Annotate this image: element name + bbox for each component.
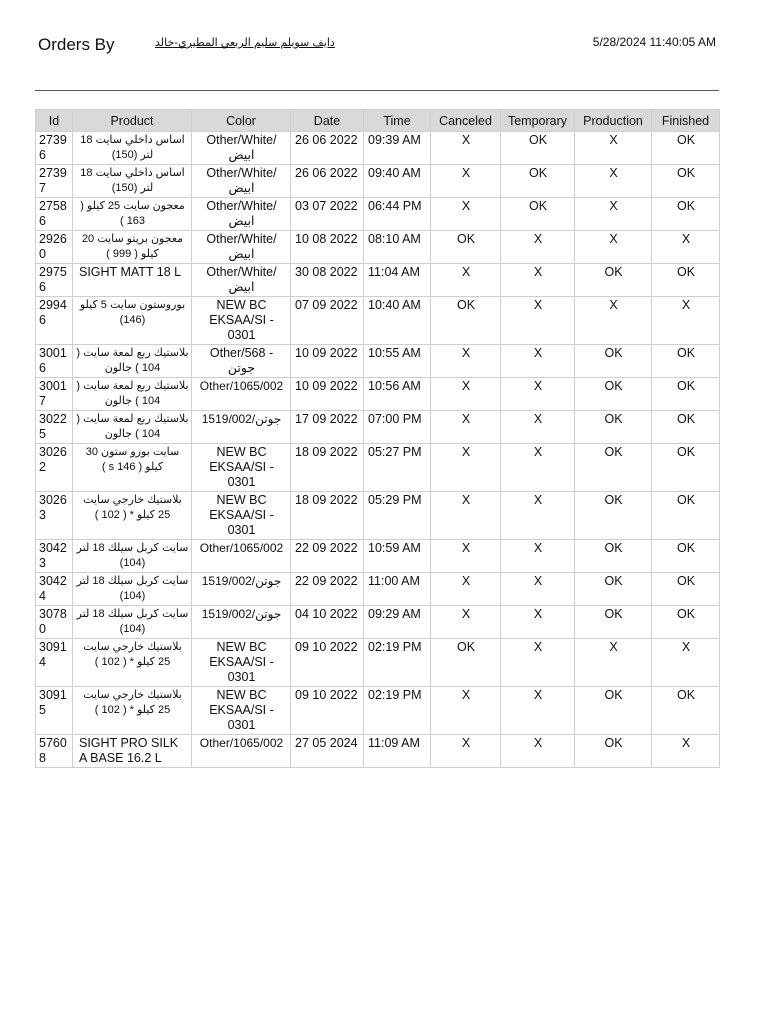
cell-id: 30423 bbox=[36, 540, 73, 573]
cell-canceled: X bbox=[431, 444, 501, 492]
product-name: معجون سايت 25 كيلو ( 163 ) bbox=[80, 200, 185, 227]
cell-canceled: X bbox=[431, 411, 501, 444]
cell-finished: OK bbox=[652, 444, 720, 492]
table-row bbox=[36, 297, 720, 345]
cell-id: 30016 bbox=[36, 345, 73, 378]
table-row bbox=[36, 411, 720, 444]
cell-product bbox=[73, 378, 192, 411]
product-name: اساس داخلي سايت 18 لتر (150) bbox=[80, 134, 185, 161]
cell-date: 18 09 2022 bbox=[291, 492, 364, 540]
cell-product bbox=[73, 198, 192, 231]
cell-time: 11:09 AM bbox=[364, 735, 431, 768]
product-name: بلاستيك ربع لمعة سايت ( 104 ) جالون bbox=[76, 347, 189, 374]
cell-time: 02:19 PM bbox=[364, 687, 431, 735]
cell-time: 08:10 AM bbox=[364, 231, 431, 264]
cell-canceled: X bbox=[431, 198, 501, 231]
cell-production: X bbox=[575, 297, 652, 345]
product-name: سايت كربل سيلك 18 لتر (104) bbox=[76, 542, 189, 569]
cell-date: 07 09 2022 bbox=[291, 297, 364, 345]
cell-production: OK bbox=[575, 345, 652, 378]
table-row bbox=[36, 639, 720, 687]
cell-color: 1519/002/جوتن bbox=[192, 411, 291, 444]
cell-color: NEW BC EKSAA/SI - 0301 bbox=[192, 687, 291, 735]
cell-time: 10:56 AM bbox=[364, 378, 431, 411]
cell-id: 30263 bbox=[36, 492, 73, 540]
cell-temporary: OK bbox=[501, 132, 575, 165]
cell-product bbox=[73, 540, 192, 573]
cell-product bbox=[73, 639, 192, 687]
product-name: بلاستيك ربع لمعة سايت ( 104 ) جالون bbox=[76, 413, 189, 440]
cell-id: 27586 bbox=[36, 198, 73, 231]
table-row bbox=[36, 540, 720, 573]
cell-color: Other/White/ ابيض bbox=[192, 231, 291, 264]
cell-canceled: OK bbox=[431, 297, 501, 345]
report-timestamp: 5/28/2024 11:40:05 AM bbox=[592, 35, 716, 49]
cell-id: 30424 bbox=[36, 573, 73, 606]
cell-production: X bbox=[575, 165, 652, 198]
product-name: بوروستون سايت 5 كيلو (146) bbox=[79, 299, 186, 326]
cell-date: 18 09 2022 bbox=[291, 444, 364, 492]
cell-product bbox=[73, 411, 192, 444]
table-row bbox=[36, 165, 720, 198]
table-row bbox=[36, 492, 720, 540]
cell-production: OK bbox=[575, 444, 652, 492]
cell-production: OK bbox=[575, 606, 652, 639]
cell-color: Other/1065/002 bbox=[192, 540, 291, 573]
cell-color: Other/White/ ابيض bbox=[192, 132, 291, 165]
product-name: سايت كربل سيلك 18 لتر (104) bbox=[76, 575, 189, 602]
cell-finished: X bbox=[652, 231, 720, 264]
cell-time: 11:04 AM bbox=[364, 264, 431, 297]
cell-date: 17 09 2022 bbox=[291, 411, 364, 444]
cell-date: 27 05 2024 bbox=[291, 735, 364, 768]
table-row bbox=[36, 132, 720, 165]
product-name: اساس داخلي سايت 18 لتر (150) bbox=[80, 167, 185, 194]
cell-temporary: X bbox=[501, 492, 575, 540]
cell-color: Other/White/ ابيض bbox=[192, 264, 291, 297]
column-header-date: Date bbox=[291, 110, 364, 132]
cell-time: 10:55 AM bbox=[364, 345, 431, 378]
cell-date: 09 10 2022 bbox=[291, 639, 364, 687]
cell-time: 11:00 AM bbox=[364, 573, 431, 606]
cell-temporary: X bbox=[501, 378, 575, 411]
cell-finished: OK bbox=[652, 573, 720, 606]
cell-id: 30914 bbox=[36, 639, 73, 687]
cell-color: NEW BC EKSAA/SI - 0301 bbox=[192, 639, 291, 687]
cell-production: OK bbox=[575, 492, 652, 540]
product-name: سايت بورو ستون 30 كيلو ( s 146 ) bbox=[85, 446, 180, 473]
product-name: معجون بريتو سايت 20 كيلو ( 999 ) bbox=[81, 233, 184, 260]
cell-finished: X bbox=[652, 639, 720, 687]
orders-table bbox=[35, 109, 720, 768]
cell-finished: OK bbox=[652, 378, 720, 411]
table-row bbox=[36, 606, 720, 639]
cell-id: 30262 bbox=[36, 444, 73, 492]
cell-color: 1519/002/جوتن bbox=[192, 606, 291, 639]
cell-date: 22 09 2022 bbox=[291, 540, 364, 573]
cell-id: 30915 bbox=[36, 687, 73, 735]
cell-canceled: OK bbox=[431, 639, 501, 687]
cell-finished: X bbox=[652, 297, 720, 345]
cell-product bbox=[73, 444, 192, 492]
product-name: سايت كربل سيلك 18 لتر (104) bbox=[76, 608, 189, 635]
cell-finished: OK bbox=[652, 198, 720, 231]
header-divider bbox=[35, 90, 719, 91]
cell-date: 26 06 2022 bbox=[291, 132, 364, 165]
cell-time: 02:19 PM bbox=[364, 639, 431, 687]
cell-date: 10 08 2022 bbox=[291, 231, 364, 264]
cell-canceled: X bbox=[431, 606, 501, 639]
cell-product bbox=[73, 345, 192, 378]
cell-temporary: X bbox=[501, 639, 575, 687]
cell-canceled: X bbox=[431, 264, 501, 297]
product-name: بلاستيك خارجي سايت 25 كيلو * ( 102 ) bbox=[83, 689, 182, 716]
cell-canceled: X bbox=[431, 345, 501, 378]
table-row bbox=[36, 231, 720, 264]
cell-color: Other/White/ ابيض bbox=[192, 198, 291, 231]
cell-product bbox=[73, 687, 192, 735]
cell-canceled: X bbox=[431, 378, 501, 411]
cell-time: 06:44 PM bbox=[364, 198, 431, 231]
cell-id: 29946 bbox=[36, 297, 73, 345]
cell-product: SIGHT PRO SILK A BASE 16.2 L bbox=[73, 735, 192, 768]
cell-color: Other/1065/002 bbox=[192, 735, 291, 768]
table-row bbox=[36, 687, 720, 735]
cell-date: 10 09 2022 bbox=[291, 345, 364, 378]
cell-product bbox=[73, 573, 192, 606]
cell-product bbox=[73, 606, 192, 639]
cell-canceled: X bbox=[431, 573, 501, 606]
table-row bbox=[36, 444, 720, 492]
cell-canceled: X bbox=[431, 132, 501, 165]
column-header-color: Color bbox=[192, 110, 291, 132]
cell-finished: OK bbox=[652, 492, 720, 540]
cell-production: X bbox=[575, 639, 652, 687]
table-header-row bbox=[36, 110, 720, 132]
cell-canceled: X bbox=[431, 735, 501, 768]
column-header-temporary: Temporary bbox=[501, 110, 575, 132]
cell-color: Other/568 - جوتن bbox=[192, 345, 291, 378]
cell-product bbox=[73, 492, 192, 540]
cell-production: OK bbox=[575, 735, 652, 768]
cell-product bbox=[73, 165, 192, 198]
cell-finished: OK bbox=[652, 345, 720, 378]
cell-temporary: X bbox=[501, 444, 575, 492]
table-row bbox=[36, 573, 720, 606]
cell-date: 09 10 2022 bbox=[291, 687, 364, 735]
cell-canceled: X bbox=[431, 687, 501, 735]
cell-canceled: X bbox=[431, 540, 501, 573]
cell-product: SIGHT MATT 18 L bbox=[73, 264, 192, 297]
table-row bbox=[36, 735, 720, 768]
column-header-product: Product bbox=[73, 110, 192, 132]
cell-temporary: X bbox=[501, 231, 575, 264]
cell-product bbox=[73, 297, 192, 345]
product-name: بلاستيك خارجي سايت 25 كيلو * ( 102 ) bbox=[83, 641, 182, 668]
page-title: Orders By bbox=[38, 35, 115, 54]
cell-finished: OK bbox=[652, 540, 720, 573]
cell-temporary: X bbox=[501, 411, 575, 444]
cell-finished: OK bbox=[652, 165, 720, 198]
cell-production: OK bbox=[575, 378, 652, 411]
cell-time: 07:00 PM bbox=[364, 411, 431, 444]
cell-color: Other/White/ ابيض bbox=[192, 165, 291, 198]
table-row bbox=[36, 198, 720, 231]
product-name: بلاستيك ربع لمعة سايت ( 104 ) جالون bbox=[76, 380, 189, 407]
cell-product bbox=[73, 231, 192, 264]
customer-name: دايف سويلم سليم الربعي المطيري-خالد bbox=[155, 37, 335, 49]
cell-date: 04 10 2022 bbox=[291, 606, 364, 639]
cell-id: 29756 bbox=[36, 264, 73, 297]
column-header-production: Production bbox=[575, 110, 652, 132]
cell-date: 03 07 2022 bbox=[291, 198, 364, 231]
cell-finished: OK bbox=[652, 687, 720, 735]
cell-canceled: OK bbox=[431, 231, 501, 264]
table-row bbox=[36, 345, 720, 378]
cell-date: 30 08 2022 bbox=[291, 264, 364, 297]
cell-temporary: X bbox=[501, 540, 575, 573]
cell-finished: OK bbox=[652, 411, 720, 444]
cell-id: 57608 bbox=[36, 735, 73, 768]
cell-color: NEW BC EKSAA/SI - 0301 bbox=[192, 444, 291, 492]
cell-id: 29260 bbox=[36, 231, 73, 264]
column-header-canceled: Canceled bbox=[431, 110, 501, 132]
column-header-time: Time bbox=[364, 110, 431, 132]
cell-production: X bbox=[575, 132, 652, 165]
cell-date: 26 06 2022 bbox=[291, 165, 364, 198]
cell-temporary: X bbox=[501, 735, 575, 768]
cell-id: 27396 bbox=[36, 132, 73, 165]
cell-finished: OK bbox=[652, 264, 720, 297]
cell-date: 22 09 2022 bbox=[291, 573, 364, 606]
cell-id: 30780 bbox=[36, 606, 73, 639]
cell-id: 30017 bbox=[36, 378, 73, 411]
cell-date: 10 09 2022 bbox=[291, 378, 364, 411]
cell-color: Other/1065/002 bbox=[192, 378, 291, 411]
cell-id: 27397 bbox=[36, 165, 73, 198]
cell-production: X bbox=[575, 198, 652, 231]
cell-production: OK bbox=[575, 264, 652, 297]
cell-product bbox=[73, 132, 192, 165]
cell-finished: OK bbox=[652, 606, 720, 639]
column-header-id: Id bbox=[36, 110, 73, 132]
cell-canceled: X bbox=[431, 492, 501, 540]
cell-time: 09:39 AM bbox=[364, 132, 431, 165]
cell-temporary: OK bbox=[501, 198, 575, 231]
cell-production: OK bbox=[575, 573, 652, 606]
cell-color: NEW BC EKSAA/SI - 0301 bbox=[192, 492, 291, 540]
table-row bbox=[36, 378, 720, 411]
cell-color: NEW BC EKSAA/SI - 0301 bbox=[192, 297, 291, 345]
cell-production: OK bbox=[575, 687, 652, 735]
cell-production: OK bbox=[575, 411, 652, 444]
cell-time: 10:40 AM bbox=[364, 297, 431, 345]
cell-temporary: X bbox=[501, 297, 575, 345]
table-row bbox=[36, 264, 720, 297]
cell-temporary: X bbox=[501, 345, 575, 378]
cell-production: X bbox=[575, 231, 652, 264]
cell-canceled: X bbox=[431, 165, 501, 198]
cell-temporary: X bbox=[501, 606, 575, 639]
cell-temporary: OK bbox=[501, 165, 575, 198]
cell-temporary: X bbox=[501, 573, 575, 606]
product-name: بلاستيك خارجي سايت 25 كيلو * ( 102 ) bbox=[83, 494, 182, 521]
column-header-finished: Finished bbox=[652, 110, 720, 132]
cell-time: 05:29 PM bbox=[364, 492, 431, 540]
cell-time: 10:59 AM bbox=[364, 540, 431, 573]
cell-finished: OK bbox=[652, 132, 720, 165]
cell-temporary: X bbox=[501, 264, 575, 297]
cell-time: 05:27 PM bbox=[364, 444, 431, 492]
cell-time: 09:40 AM bbox=[364, 165, 431, 198]
cell-temporary: X bbox=[501, 687, 575, 735]
cell-finished: X bbox=[652, 735, 720, 768]
cell-time: 09:29 AM bbox=[364, 606, 431, 639]
cell-production: OK bbox=[575, 540, 652, 573]
cell-color: 1519/002/جوتن bbox=[192, 573, 291, 606]
cell-id: 30225 bbox=[36, 411, 73, 444]
